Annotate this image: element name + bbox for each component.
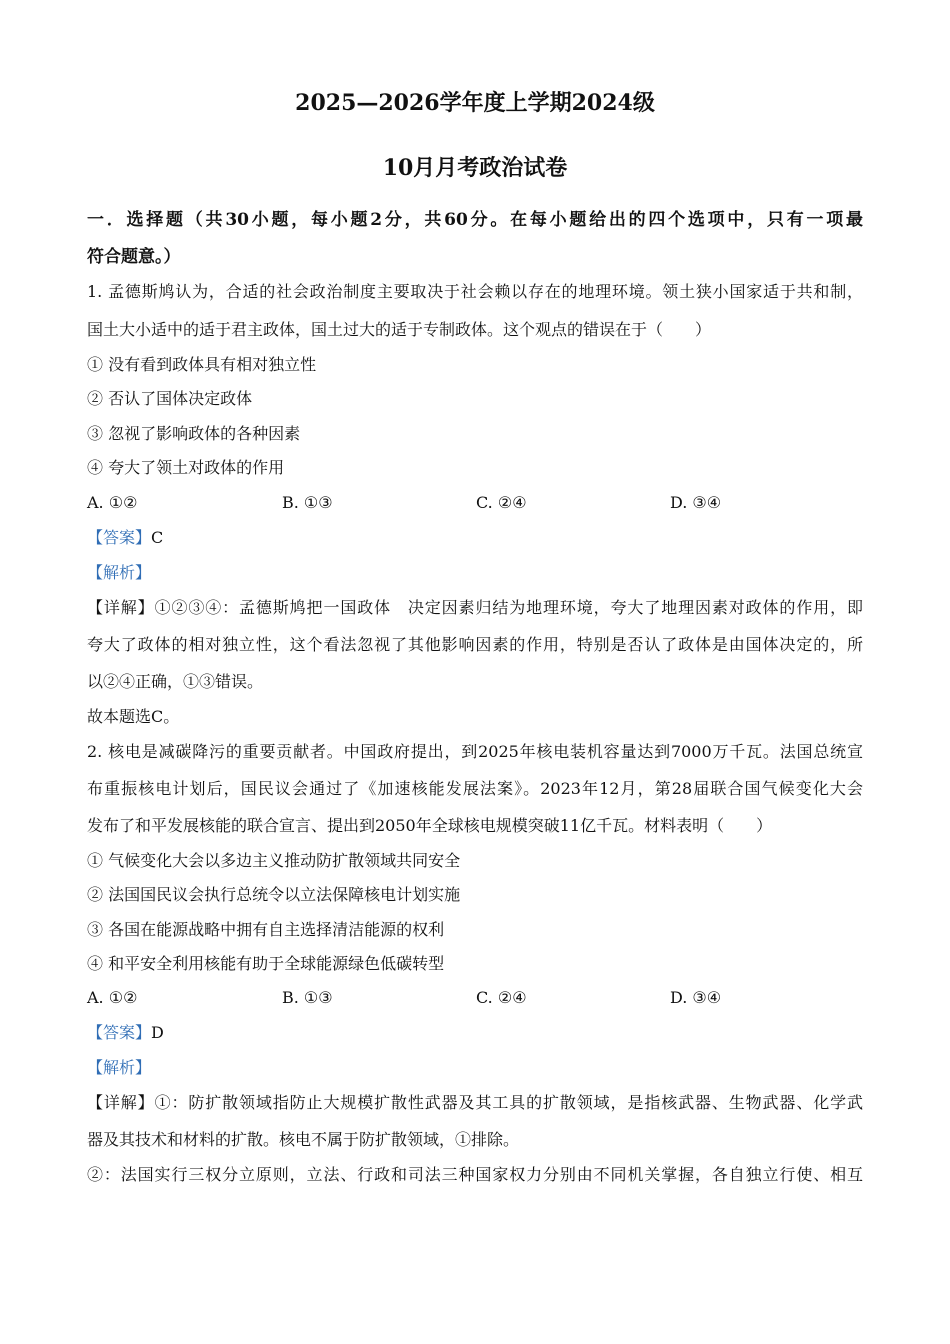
q1-option-c: C. ②④ — [476, 493, 527, 512]
q2-answer — [87, 1023, 863, 1043]
q1-item: ③ 忽视了影响政体的各种因素 — [87, 424, 301, 443]
q2-option-d: D. ③④ — [670, 988, 722, 1007]
answer-label: 【答案】 — [87, 528, 152, 547]
q1-option-a: A. ①② — [87, 493, 138, 512]
section-heading: 一．选择题（共30小题，每小题2分，共60分。在每小题给出的四个选项中，只有一项最 — [87, 210, 863, 230]
q2-detail — [87, 1093, 863, 1113]
q1-analysis-label: 【解析】 — [87, 563, 152, 582]
q2-item: ① 气候变化大会以多边主义推动防扩散领域共同安全 — [87, 851, 461, 870]
q2-detail: 器及其技术和材料的扩散。核电不属于防扩散领域，①排除。 — [87, 1130, 520, 1149]
section-heading-cont: 符合题意。） — [87, 247, 181, 267]
answer-label: 【答案】 — [87, 1023, 152, 1042]
q2-option-c: C. ②④ — [476, 988, 527, 1007]
q2-item: ④ 和平安全利用核能有助于全球能源绿色低碳转型 — [87, 954, 445, 973]
detail-text: ①：防扩散领域指防止大规模扩散性武器及其工具的扩散领域，是指核武器、生物武器、化学武 — [154, 1093, 863, 1112]
q2-item: ② 法国国民议会执行总统令以立法保障核电计划实施 — [87, 885, 461, 904]
q1-item: ② 否认了国体决定政体 — [87, 389, 253, 408]
title-line-1: 2025—2026学年度上学期2024级 — [295, 90, 655, 116]
q2-option-b: B. ①③ — [282, 988, 333, 1007]
answer-value: D — [151, 1023, 164, 1042]
answer-value: C — [151, 528, 164, 547]
q1-item: ① 没有看到政体具有相对独立性 — [87, 355, 317, 374]
q2-option-a: A. ①② — [87, 988, 138, 1007]
q1-option-d: D. ③④ — [670, 493, 722, 512]
q1-answer — [87, 528, 863, 548]
q2-detail: ②：法国实行三权分立原则，立法、行政和司法三种国家权力分别由不同机关掌握，各自独立行使、相互 — [87, 1165, 863, 1184]
q1-detail — [87, 598, 863, 618]
q1-detail: 夸大了政体的相对独立性，这个看法忽视了其他影响因素的作用，特别是否认了政体是由国体决定的，所 — [87, 635, 863, 654]
detail-text: ①②③④：孟德斯鸠把一国政体 决定因素归结为地理环境，夸大了地理因素对政体的作用，即 — [154, 598, 863, 617]
q1-stem: 国土大小适中的适于君主政体，国土过大的适于专制政体。这个观点的错误在于（ ） — [87, 320, 712, 339]
title-line-2: 10月月考政治试卷 — [382, 155, 568, 181]
q1-item: ④ 夸大了领土对政体的作用 — [87, 458, 285, 477]
q2-stem: 发布了和平发展核能的联合宣言、提出到2050年全球核电规模突破11亿千瓦。材料表明（ ） — [87, 816, 773, 835]
q2-stem: 2. 核电是减碳降污的重要贡献者。中国政府提出，到2025年核电装机容量达到7000万千瓦。法国总统宣 — [87, 742, 863, 761]
q2-stem: 布重振核电计划后，国民议会通过了《加速核能发展法案》。2023年12月，第28届联合国气候变化大会 — [87, 779, 863, 798]
q2-item: ③ 各国在能源战略中拥有自主选择清洁能源的权利 — [87, 920, 445, 939]
q2-analysis-label: 【解析】 — [87, 1058, 152, 1077]
detail-label: 【详解】 — [87, 598, 155, 617]
detail-label: 【详解】 — [87, 1093, 155, 1112]
q1-option-b: B. ①③ — [282, 493, 333, 512]
q1-conclusion: 故本题选C。 — [87, 707, 180, 726]
q1-detail: 以②④正确，①③错误。 — [87, 672, 264, 691]
q1-stem: 1. 孟德斯鸠认为，合适的社会政治制度主要取决于社会赖以存在的地理环境。领土狭小国家适于共和制， — [87, 282, 863, 301]
